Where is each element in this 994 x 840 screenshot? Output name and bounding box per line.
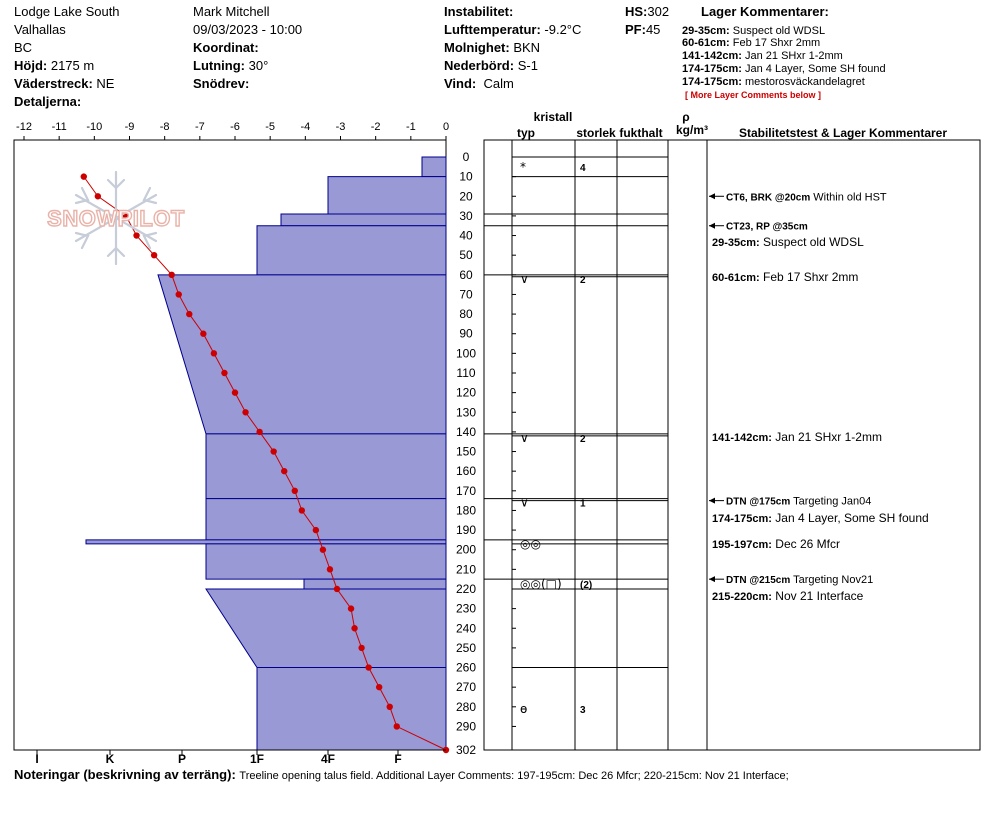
column-moisture-header: fukthalt [619, 126, 663, 140]
temp-tick-label: -5 [265, 121, 276, 133]
crystal-type-symbol: ◎◎ [520, 536, 541, 551]
depth-tick-label: 170 [455, 483, 477, 498]
hardness-layer-bar [206, 589, 446, 668]
depth-tick-label: 0 [462, 150, 470, 164]
temp-point [256, 429, 262, 435]
sky-label: Molnighet: [444, 40, 510, 55]
depth-tick-label: 150 [455, 444, 477, 459]
column-density-unit-header: kg/m³ [675, 123, 709, 137]
temp-tick-label: -11 [51, 121, 67, 133]
hardness-layer-bar [158, 275, 446, 434]
depth-tick-label: 130 [455, 405, 477, 420]
temp-tick-label: -7 [194, 121, 205, 133]
precip-label: Nederbörd: [444, 58, 515, 73]
hardness-layer-bar [86, 540, 446, 544]
column-size-header: storlek [576, 126, 616, 140]
layer-comment-detail: 141-142cm: Jan 21 SHxr 1-2mm [712, 430, 882, 444]
temp-point [211, 350, 217, 356]
drift-label: Snödrev: [193, 76, 250, 91]
temp-point [242, 409, 248, 415]
stability-test-result: CT6, BRK @20cm Within old HST [726, 191, 887, 204]
depth-tick-label: 290 [455, 719, 477, 734]
temp-point [358, 645, 364, 651]
logo-text: SNOWPILOT [47, 206, 185, 231]
temp-point [186, 311, 192, 317]
more-comments-link[interactable]: [ More Layer Comments below ] [685, 90, 822, 100]
temp-point [169, 272, 175, 278]
depth-tick-label: 20 [459, 189, 473, 204]
temp-point [292, 488, 298, 494]
stability-label: Instabilitet: [444, 4, 514, 19]
depth-tick-label: 220 [455, 581, 477, 596]
crystal-type-symbol: * [520, 159, 526, 174]
temp-point [200, 331, 206, 337]
depth-tick-label: 120 [455, 385, 477, 400]
layer-table [484, 110, 980, 750]
temp-point [320, 547, 326, 553]
depth-axis [456, 150, 476, 757]
temp-point [313, 527, 319, 533]
temp-point [348, 605, 354, 611]
range: Valhallas [14, 22, 66, 37]
temp-tick-label: -9 [124, 121, 135, 133]
pf-value: 45 [645, 22, 661, 37]
hs-label: HS: [625, 4, 648, 19]
crystal-size: 2 [580, 433, 586, 445]
hardness-tick-label: 4F [320, 752, 336, 766]
layer-comment: 141-142cm: Jan 21 SHxr 1-2mm [682, 50, 843, 62]
datetime: 09/03/2023 - 10:00 [193, 22, 303, 37]
layer-comment: 174-175cm: mestorosväckandelagret [682, 76, 865, 88]
depth-tick-label: 190 [455, 523, 477, 538]
temp-tick-label: -10 [86, 121, 103, 133]
hardness-layer-bar [304, 579, 446, 589]
depth-tick-label: 40 [459, 228, 473, 243]
crystal-size: (2) [580, 580, 593, 592]
layer-comment-detail: 195-197cm: Dec 26 Mfcr [712, 537, 840, 551]
layer-comment: 29-35cm: Suspect old WDSL [682, 25, 826, 37]
depth-tick-label: 10 [459, 169, 473, 184]
temp-point [221, 370, 227, 376]
temp-tick-label: -6 [230, 121, 240, 133]
stability-comments [709, 191, 929, 603]
column-rho-header: ρ [682, 110, 690, 124]
temp-point [394, 723, 400, 729]
temp-point [327, 566, 333, 572]
depth-tick-label: 200 [455, 542, 477, 557]
hardness-axis [14, 750, 446, 766]
notes-label: Noteringar (beskrivning av terräng): [14, 767, 236, 782]
hardness-layer-bar [206, 434, 446, 499]
depth-tick-label: 60 [459, 267, 473, 282]
layer-comment: 174-175cm: Jan 4 Layer, Some SH found [682, 63, 886, 75]
temp-point [176, 291, 182, 297]
column-type-header: typ [517, 126, 535, 140]
crystal-type-symbol: ∨ [520, 430, 529, 445]
crystal-size: 1 [580, 498, 586, 510]
details-label: Detaljerna: [14, 94, 82, 109]
hardness-layer-bar [257, 668, 446, 750]
depth-tick-label: 100 [455, 346, 477, 361]
layer-comments-title: Lager Kommentarer: [701, 4, 829, 19]
temp-tick-label: -1 [405, 121, 416, 133]
temp-point [270, 448, 276, 454]
hardness-layer-bar [328, 177, 446, 214]
slope-value: 30° [248, 58, 269, 73]
hardness-tick-label: K [105, 752, 115, 766]
crystal-type-symbol: ∨ [520, 271, 529, 286]
column-crystal-header: kristall [533, 110, 573, 124]
hs-value: 302 [647, 4, 670, 19]
slope-label: Lutning: [193, 58, 245, 73]
layer-comment-detail: 174-175cm: Jan 4 Layer, Some SH found [712, 511, 929, 525]
depth-tick-label: 50 [459, 248, 473, 263]
stability-test-arrowhead [709, 193, 715, 199]
stability-test-arrowhead [709, 498, 715, 504]
depth-tick-label: 210 [455, 562, 477, 577]
stability-test-result: DTN @215cm Targeting Nov21 [726, 574, 874, 587]
depth-tick-label: 180 [455, 503, 477, 518]
depth-tick-label: 230 [455, 601, 477, 616]
crystal-size: 3 [580, 704, 586, 716]
depth-tick-label: 240 [455, 621, 477, 636]
crystal-size: 2 [580, 274, 586, 286]
crystal-size: 4 [580, 162, 586, 174]
temp-tick-label: -12 [16, 121, 32, 133]
pf-label: PF: [625, 22, 646, 37]
layer-comment-detail: 215-220cm: Nov 21 Interface [712, 589, 864, 603]
temp-tick-label: 0 [442, 121, 450, 133]
location: Lodge Lake South [14, 4, 120, 19]
precip-value: S-1 [517, 58, 538, 73]
temp-point [351, 625, 357, 631]
temp-point [299, 507, 305, 513]
stability-test-arrowhead [709, 223, 715, 229]
snowflake-icon [38, 170, 198, 265]
hardness-tick-label: P [177, 752, 187, 766]
air-temp-value: -9.2°C [544, 22, 582, 37]
column-stability-header: Stabilitetstest & Lager Kommentarer [738, 126, 948, 140]
depth-tick-label: 270 [455, 680, 477, 695]
depth-tick-label: 280 [455, 699, 477, 714]
temp-tick-label: -8 [159, 121, 170, 133]
snowpilot-logo [38, 170, 198, 265]
notes [14, 767, 789, 784]
depth-tick-label: 250 [455, 640, 477, 655]
hardness-layer-bar [257, 226, 446, 275]
aspect-label: Väderstreck: [14, 76, 93, 91]
observer: Mark Mitchell [193, 4, 270, 19]
depth-tick-label: 30 [459, 208, 473, 223]
stability-test-result: CT23, RP @35cm [726, 221, 808, 233]
depth-tick-label: 302 [455, 743, 477, 757]
hardness-tick-label: F [394, 752, 402, 766]
temperature-axis [14, 121, 449, 140]
temp-point [281, 468, 287, 474]
hardness-layer-bar [422, 157, 446, 177]
depth-tick-label: 260 [455, 660, 477, 675]
coord-label: Koordinat: [193, 40, 259, 55]
depth-tick-label: 70 [459, 287, 473, 302]
temp-point [387, 704, 393, 710]
temp-point [334, 586, 340, 592]
hardness-tick-label: I [35, 752, 39, 766]
elevation-value: 2175 m [50, 58, 95, 73]
depth-tick-label: 90 [459, 326, 473, 341]
depth-tick-label: 80 [459, 307, 473, 322]
temp-point [365, 664, 371, 670]
temp-tick-label: -3 [335, 121, 346, 133]
wind-value: Calm [483, 76, 514, 91]
temp-point [232, 389, 238, 395]
layer-comment-detail: 29-35cm: Suspect old WDSL [712, 235, 864, 249]
layer-comment-detail: 60-61cm: Feb 17 Shxr 2mm [712, 270, 859, 284]
sky-value: BKN [513, 40, 541, 55]
hardness-tick-label: 1F [249, 752, 265, 766]
temp-point [376, 684, 382, 690]
stability-test-result: DTN @175cm Targeting Jan04 [726, 495, 872, 508]
temp-tick-label: -4 [300, 121, 311, 133]
stability-test-arrowhead [709, 576, 715, 582]
hardness-layer-bar [206, 499, 446, 540]
wind-label: Vind: [444, 76, 477, 91]
crystal-type-symbol: ѳ [520, 701, 528, 716]
layer-comment: 60-61cm: Feb 17 Shxr 2mm [682, 37, 821, 49]
air-temp-label: Lufttemperatur: [444, 22, 541, 37]
region: BC [14, 40, 33, 55]
depth-tick-label: 110 [456, 365, 476, 380]
notes-text: Treeline opening talus field. Additional Layer Comments: 197-195cm: Dec 26 Mfcr; 220-215cm: Nov 21 Interface; [239, 770, 789, 782]
temp-tick-label: -2 [370, 121, 381, 133]
depth-tick-label: 140 [455, 424, 477, 439]
crystal-type-symbol: ◎◎(□) [520, 577, 562, 592]
aspect-value: NE [96, 76, 115, 91]
elevation-label: Höjd: [14, 58, 48, 73]
hardness-layer-bar [281, 214, 446, 226]
crystal-type-symbol: ∨ [520, 495, 529, 510]
depth-tick-label: 160 [455, 464, 477, 479]
